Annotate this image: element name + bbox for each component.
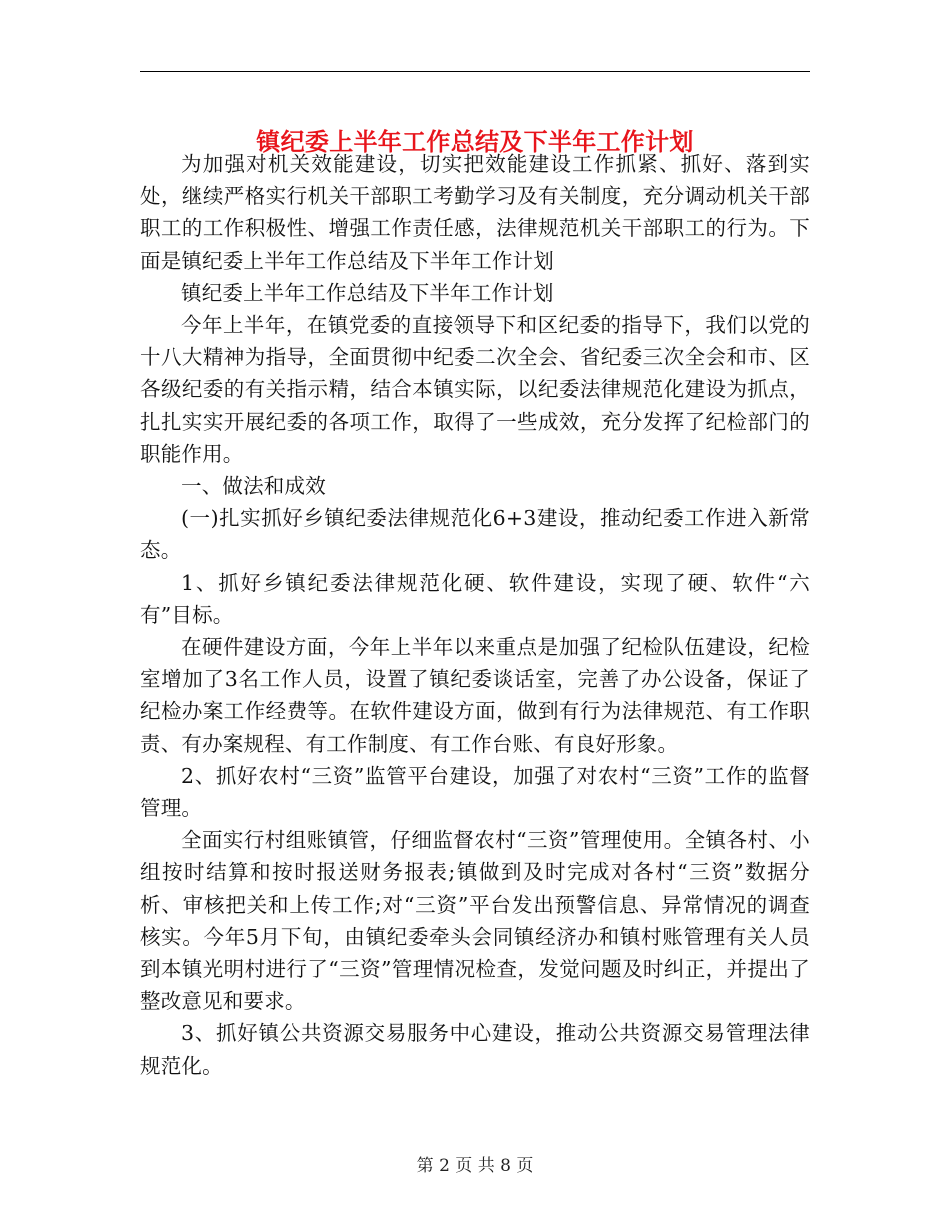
subsection-heading-1: (一)扎实抓好乡镇纪委法律规范化6+3建设，推动纪委工作进入新常态。 [140,506,810,563]
item-heading-2: 2、抓好农村“三资”监管平台建设，加强了对农村“三资”工作的监督管理。 [140,763,810,821]
document-title: 镇纪委上半年工作总结及下半年工作计划 [256,127,694,157]
paragraph-item-2: 全面实行村组账镇管，仔细监督农村“三资”管理使用。全镇各村、小组按时结算和按时报送财务报表;镇做到及时完成对各村“三资”数据分析、审核把关和上传工作;对“三资”平台发出预警信息、异常情况的调查核实。今年5月下旬，由镇纪委牵头会同镇经济办和镇村账管理有关人员到本镇光明村进行了“三资”管理情况检查，发觉问题及时纠正，并提出了整改意见和要求。 [140,828,810,1014]
paragraph-intro: 为加强对机关效能建设，切实把效能建设工作抓紧、抓好、落到实处，继续严格实行机关干部职工考勤学习及有关制度，充分调动机关干部职工的工作积极性、增强工作责任感，法律规范机关干部职工的行为。下面是镇纪委上半年工作总结及下半年工作计划 [140,152,810,273]
paragraph-overview: 今年上半年，在镇党委的直接领导下和区纪委的指导下，我们以党的十八大精神为指导，全面贯彻中纪委二次全会、省纪委三次全会和市、区各级纪委的有关指示精，结合本镇实际，以纪委法律规范化建设为抓点，扎扎实实开展纪委的各项工作，取得了一些成效，充分发挥了纪检部门的职能作用。 [140,313,810,466]
paragraph-subtitle: 镇纪委上半年工作总结及下半年工作计划 [181,280,554,305]
paragraph-item-1: 在硬件建设方面，今年上半年以来重点是加强了纪检队伍建设，纪检室增加了3名工作人员，设置了镇纪委谈话室，完善了办公设备，保证了纪检办案工作经费等。在软件建设方面，做到有行为法律规范、有工作职责、有办案规程、有工作制度、有工作台账、有良好形象。 [140,635,810,756]
item-heading-3: 3、抓好镇公共资源交易服务中心建设，推动公共资源交易管理法律规范化。 [140,1021,810,1078]
document-body [140,148,810,1082]
item-heading-1: 1、抓好乡镇纪委法律规范化硬、软件建设，实现了硬、软件“六有”目标。 [140,570,810,627]
header-rule [140,71,810,72]
section-heading-1: 一、做法和成效 [181,474,326,499]
page-number: 第 2 页 共 8 页 [416,1156,534,1176]
